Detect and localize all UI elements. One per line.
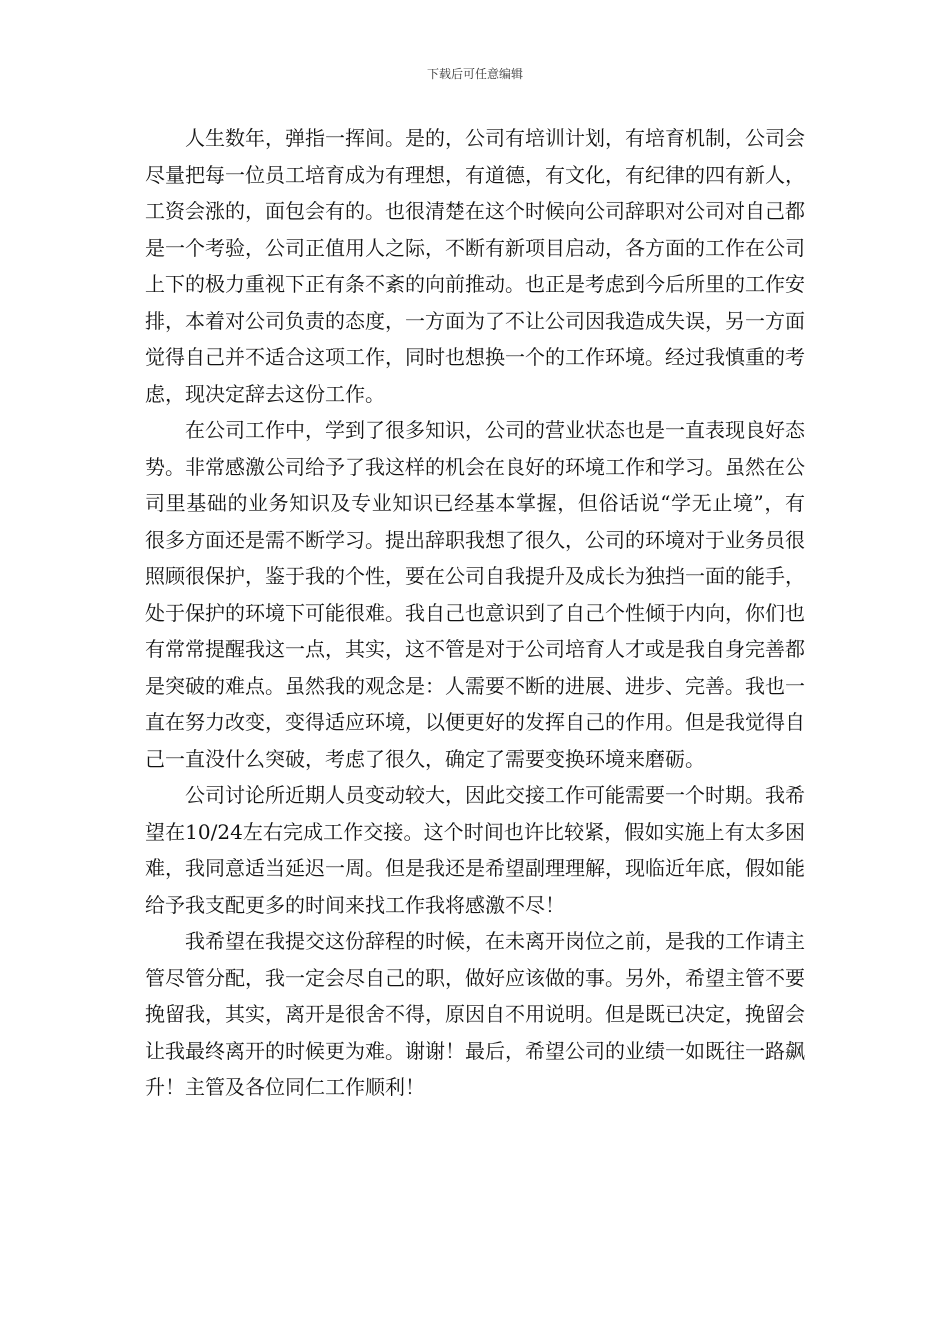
paragraph-1: 人生数年，弹指一挥间。是的，公司有培训计划，有培育机制，公司会尽量把每一位员工培育成为有理想，有道德，有文化，有纪律的四有新人，工资会涨的，面包会有的。也很清楚在这个时候向公司辞职对公司对自己都是一个考验，公司正值用人之际，不断有新项目启动，各方面的工作在公司上下的极力重视下正有条不紊的向前推动。也正是考虑到今后所里的工作安排，本着对公司负责的态度，一方面为了不让公司因我造成失误，另一方面觉得自己并不适合这项工作，同时也想换一个的工作环境。经过我慎重的考虑，现决定辞去这份工作。 [145, 126, 805, 406]
document-body [145, 120, 805, 1106]
paragraph-2: 在公司工作中，学到了很多知识，公司的营业状态也是一直表现良好态势。非常感激公司给予了我这样的机会在良好的环境工作和学习。虽然在公司里基础的业务知识及专业知识已经基本掌握，但俗话说“学无止境”，有很多方面还是需不断学习。提出辞职我想了很久，公司的环境对于业务员很照顾很保护，鉴于我的个性，要在公司自我提升及成长为独挡一面的能手，处于保护的环境下可能很难。我自己也意识到了自己个性倾于内向，你们也有常常提醒我这一点，其实，这不管是对于公司培育人才或是我自身完善都是突破的难点。虽然我的观念是：人需要不断的进展、进步、完善。我也一直在努力改变，变得适应环境，以便更好的发挥自己的作用。但是我觉得自己一直没什么突破，考虑了很久，确定了需要变换环境来磨砺。 [145, 418, 805, 771]
page-header-note: 下载后可任意编辑 [426, 67, 523, 81]
paragraph-3: 公司讨论所近期人员变动较大，因此交接工作可能需要一个时期。我希望在10/24左右完成工作交接。这个时间也许比较紧，假如实施上有太多困难，我同意适当延迟一周。但是我还是希望副理理解，现临近年底，假如能给予我支配更多的时间来找工作我将感激不尽！ [145, 783, 805, 917]
paragraph-4: 我希望在我提交这份辞程的时候，在未离开岗位之前，是我的工作请主管尽管分配，我一定会尽自己的职，做好应该做的事。另外，希望主管不要挽留我，其实，离开是很舍不得，原因自不用说明。但是既已决定，挽留会让我最终离开的时候更为难。谢谢！最后，希望公司的业绩一如既往一路飙升！主管及各位同仁工作顺利！ [145, 929, 805, 1099]
